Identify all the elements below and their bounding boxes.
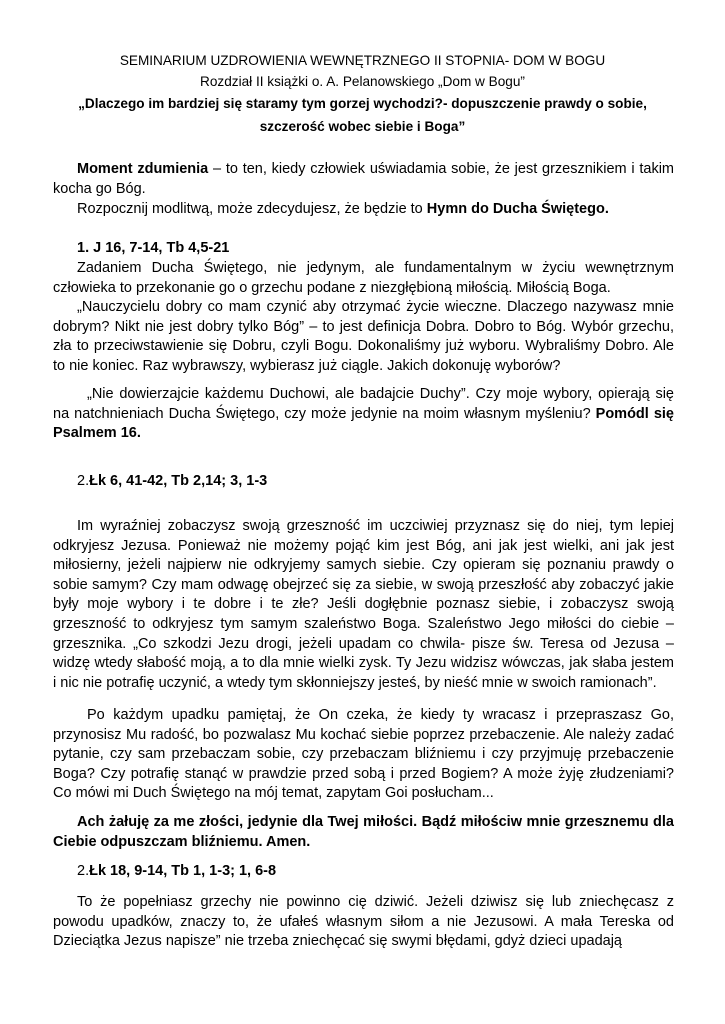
section2-heading: 2.Łk 6, 41-42, Tb 2,14; 3, 1-3	[77, 473, 268, 489]
header-topic-line2: szczerość wobec siebie i Boga”	[259, 119, 466, 134]
section2-paragraph-2: Po każdym upadku pamiętaj, że On czeka, że kiedy ty wracasz i przepraszasz Go, przynosisz Mu radość, bo pozwalasz Mu kochać siebie poprzez przebaczenie. Ale należy zadać pytanie, czy sam przebaczam sobie, czy przebaczam bliźniemu i czy przyjmuję przebaczenie Boga? Czy potrafię stanąć w prawdzie przed sobą i przed Bogiem? A może żyję złudzeniami? Co mówi mi Duch Świętego na mój temat, zapytam Goi posłucham...	[53, 707, 674, 802]
intro-hymn-name: Hymn do Ducha Świętego.	[426, 201, 609, 217]
header-chapter-source: Rozdział II książki o. A. Pelanowskiego „Dom w Bogu”	[200, 74, 525, 89]
section2-paragraph-1: Im wyraźniej zobaczysz swoją grzeszność im uczciwiej przyznasz się do niej, tym lepiej odkryjesz Jezusa. Ponieważ nie możemy pojąć kim jest Bóg, ani jak jest wielki, ani jak jest miłosierny, jeżeli najpierw nie odkryjemy samych siebie. Czy opieram się poznaniu prawdy o sobie samym? Czy mam odwagę obejrzeć się za siebie, w swoją przeszłość aby zobaczyć jakie były moje wybory i te dobre i te złe? Jeśli dogłębnie poznasz siebie, i zobaczysz swoją grzeszność to odkryjesz tym samym szaleństwo Boga. Szaleństwo Jego miłości do ciebie – grzesznika. „Co szkodzi Jezu drogi, jeżeli upadam co chwila- pisze św. Teresa od Jezusa – widzę wtedy słabość moją, a to dla mnie wielki zysk. Ty Jezu widzisz wówczas, jak słaba jestem i nic nie potrafię uczynić, a wtedy tym skłonniejszy jesteś, by nieść mnie w swoich ramionach”.	[53, 518, 674, 691]
act-of-contrition-prayer: Ach żałuję za me złości, jedynie dla Twej miłości. Bądź miłościw mnie grzesznemu dla Ciebie odpuszczam bliźniemu. Amen.	[53, 814, 674, 850]
section1-paragraph-1: Zadaniem Ducha Świętego, nie jedynym, ale fundamentalnym w życiu wewnętrznym człowieka to przekonanie go o grzechu podane z niezgłębioną miłością. Miłością Boga.	[53, 260, 674, 296]
header-seminar-title: SEMINARIUM UZDROWIENIA WEWNĘTRZNEGO II STOPNIA- DOM W BOGU	[119, 53, 606, 68]
header-topic-line1: „Dlaczego im bardziej się staramy tym gorzej wychodzi?- dopuszczenie prawdy o sobie,	[78, 96, 647, 111]
intro-bold-term: Moment zdumienia	[77, 161, 209, 177]
intro-prayer-text: Rozpocznij modlitwą, może zdecydujesz, że będzie to	[77, 201, 427, 217]
section3-paragraph-1: To że popełniasz grzechy nie powinno cię dziwić. Jeżeli dziwisz się lub zniechęcasz z powodu upadków, znaczy to, że ufałeś własnym siłom a nie Jezusowi. A mała Tereska od Dzieciątka Jezus napisze” nie trzeba zniechęcać się swymi błędami, gdyż dzieci upadają	[53, 894, 674, 950]
section3-heading: 2.Łk 18, 9-14, Tb 1, 1-3; 1, 6-8	[77, 863, 277, 879]
section1-heading: 1. J 16, 7-14, Tb 4,5-21	[77, 240, 230, 256]
section1-paragraph-2: „Nauczycielu dobry co mam czynić aby otrzymać życie wieczne. Dlaczego nazywasz mnie dobrym? Nikt nie jest dobry tylko Bóg” – to jest definicja Dobra. Dobro to Bóg. Wybór grzechu, zła to przeciwstawienie się Dobru, czyli Bogu. Dokonaliśmy już wyboru. Wybraliśmy Dobro. Ale to nie koniec. Raz wybrawszy, wybierasz już ciągle. Jakich dokonuję wyborów?	[53, 299, 674, 374]
psalm-16-callout: Pomódl się Psalmem 16.	[53, 405, 674, 442]
intro-paragraph	[53, 160, 674, 199]
intro-prayer-line	[53, 200, 674, 220]
intro-text: – to ten, kiedy człowiek uświadamia sobie, że jest grzesznikiem i takim kocha go Bóg.	[53, 161, 674, 197]
section1-paragraph-3: „Nie dowierzajcie każdemu Duchowi, ale badajcie Duchy”. Czy moje wybory, opierają się na natchnieniach Ducha Świętego, czy może jedynie na moim własnym myśleniu? Pomódl się Psalmem 16.	[53, 386, 674, 442]
